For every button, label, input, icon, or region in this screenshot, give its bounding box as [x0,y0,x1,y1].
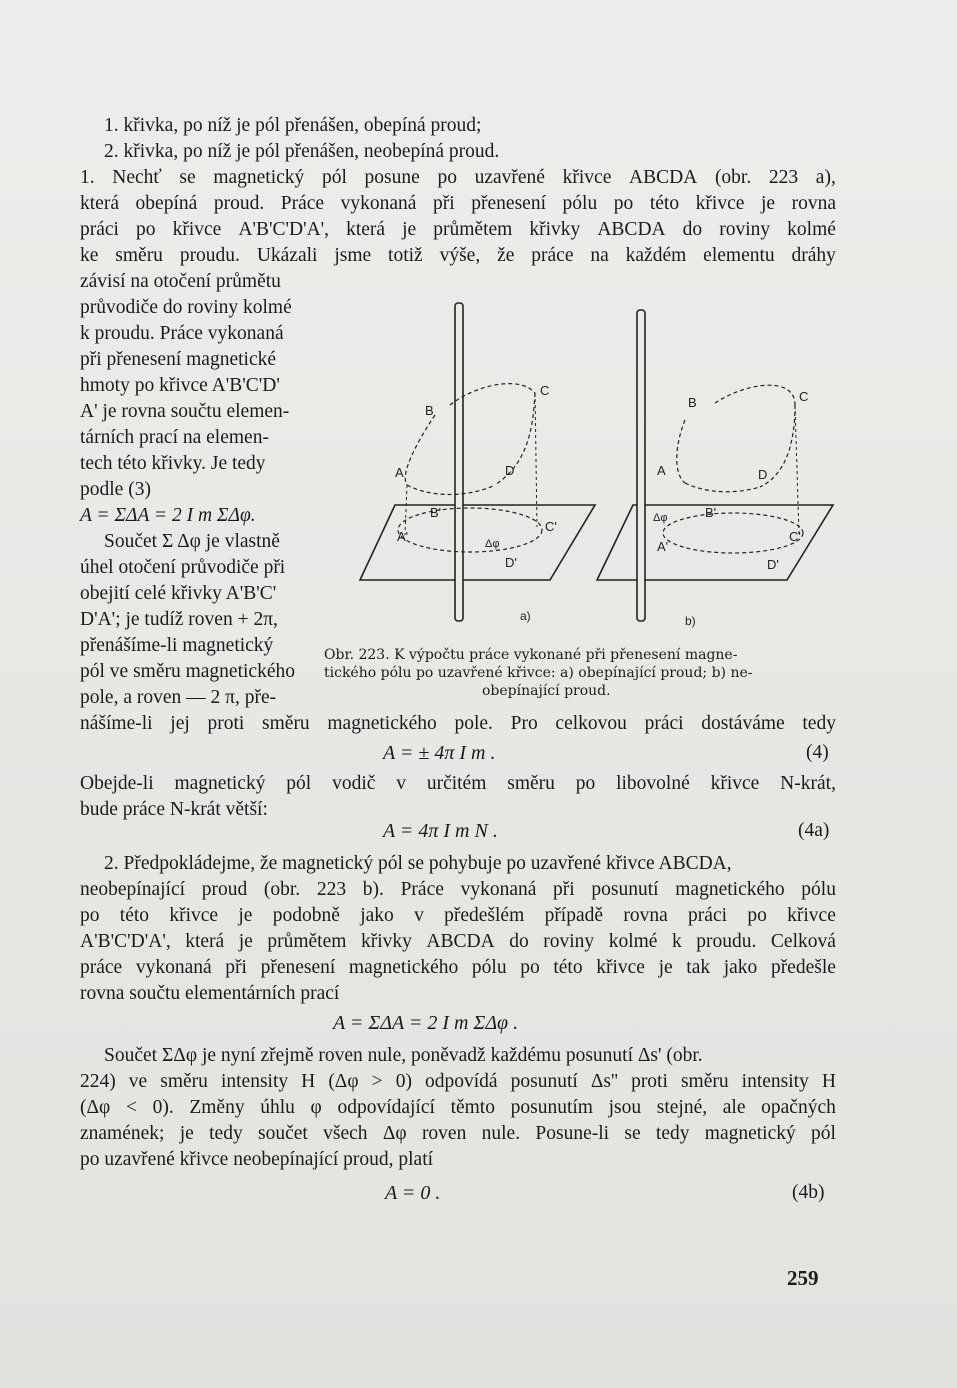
text-line: 1. křivka, po níž je pól přenášen, obepíná proud; [104,115,482,136]
figure-label: A' [397,529,409,544]
text-line: práce vykonaná při přenesení magnetického pólu po této křivce je tak jako předešle [80,957,836,978]
figure-label: D' [505,555,517,570]
text-line: nášíme-li jej proti směru magnetického pole. Pro celkovou práci dostáváme tedy [80,713,836,734]
text-line: při přenesení magnetické [80,349,276,370]
figure-label: C [540,383,550,398]
text-line: podle (3) [80,479,151,500]
text-line: Součet ΣΔφ je nyní zřejmě roven nule, poněvadž každému posunutí Δs' (obr. [104,1045,703,1066]
figure-label: B' [705,505,717,520]
figure-label: C [799,389,809,404]
equation-4b: A = 0 . [385,1182,441,1204]
figure-label: C' [789,529,801,544]
text-line: průvodiče do roviny kolmé [80,297,292,318]
text-line: 2. křivka, po níž je pól přenášen, neobepíná proud. [104,141,500,162]
text-line: k proudu. Práce vykonaná [80,323,284,344]
text-line: práci po křivce A'B'C'D'A', která je průmětem křivky ABCDA do roviny kolmé [80,219,836,240]
page-number: 259 [787,1266,819,1290]
figure-label: B' [430,505,442,520]
text-line: pól ve směru magnetického [80,661,295,682]
inline-equation: A = ΣΔA = 2 I m ΣΔφ. [80,505,256,526]
equation-4: A = ± 4π I m . [383,742,496,764]
caption-line: tického pólu po uzavřené křivce: a) obepínající proud; b) ne- [324,665,753,681]
text-line: po uzavřené křivce neobepínající proud, platí [80,1149,434,1170]
equation-number: (4) [806,742,829,763]
figure-223a [360,303,595,623]
text-line: přenášíme-li magnetický [80,635,274,656]
text-line: znamének; je tedy součet všech Δφ roven nule. Posune-li se tedy magnetický pól [80,1123,836,1144]
figure-label: A [395,465,404,480]
figure-label: C' [545,519,557,534]
figure-223 [355,295,845,635]
figure-label: a) [520,609,531,623]
text-line: ke směru proudu. Ukázali jsme totiž výše, že práce na každém elementu dráhy [80,245,836,266]
text-line: (Δφ < 0). Změny úhlu φ odpovídající těmto posunutím jsou stejné, ale opačných [80,1097,836,1118]
figure-label: Δφ [485,538,500,550]
text-line: závisí na otočení průmětu [80,271,281,292]
text-line: obejití celé křivky A'B'C' [80,583,277,604]
text-line: 224) ve směru intensity H (Δφ > 0) odpovídá posunutí Δs'' proti směru intensity H [80,1071,836,1092]
text-line: hmoty po křivce A'B'C'D' [80,375,280,396]
text-line: neobepínající proud (obr. 223 b). Práce vykonaná při posunutí magnetického pólu [80,879,836,900]
text-line: úhel otočení průvodiče při [80,557,286,578]
text-line: A'B'C'D'A', která je průmětem křivky ABCDA do roviny kolmé k proudu. Celková [80,931,836,952]
figure-label: B [688,395,697,410]
text-line: 2. Předpokládejme, že magnetický pól se pohybuje po uzavřené křivce ABCDA, [104,853,732,874]
figure-label: D [505,463,515,478]
figure-label: A [657,463,666,478]
equation-sum: A = ΣΔA = 2 I m ΣΔφ . [333,1012,519,1034]
figure-caption [324,646,836,700]
text-line: A' je rovna součtu elemen- [80,401,290,422]
figure-label: D' [767,557,779,572]
text-line: 1. Nechť se magnetický pól posune po uzavřené křivce ABCDA (obr. 223 a), [80,167,836,188]
text-line: pole, a roven — 2 π, pře- [80,687,277,708]
text-line: bude práce N-krát větší: [80,799,268,820]
text-line: D'A'; je tudíž roven + 2π, [80,609,278,630]
equation-number: (4b) [792,1182,825,1203]
text-line: po této křivce je podobně jako v předešlém případě rovna práci po křivce [80,905,836,926]
text-line: tárních prací na elemen- [80,427,269,448]
figure-label: B [425,403,434,418]
text-line: Součet Σ Δφ je vlastně [104,531,280,552]
figure-label: b) [685,614,696,628]
figure-label: D [758,467,768,482]
text-line: která obepíná proud. Práce vykonaná při přenesení pólu po této křivce je rovna [80,193,836,214]
text-line: tech této křivky. Je tedy [80,453,266,474]
figure-label: A' [657,539,669,554]
figure-label: Δφ [653,512,668,524]
caption-line: obepínající proud. [482,683,611,699]
equation-number: (4a) [798,820,830,841]
caption-line: Obr. 223. K výpočtu práce vykonané při přenesení magne- [324,647,738,663]
figure-223b [597,310,833,628]
equation-4a: A = 4π I m N . [383,820,498,842]
text-line: Obejde-li magnetický pól vodič v určitém směru po libovolné křivce N-krát, [80,773,836,794]
text-line: rovna součtu elementárních prací [80,983,340,1004]
